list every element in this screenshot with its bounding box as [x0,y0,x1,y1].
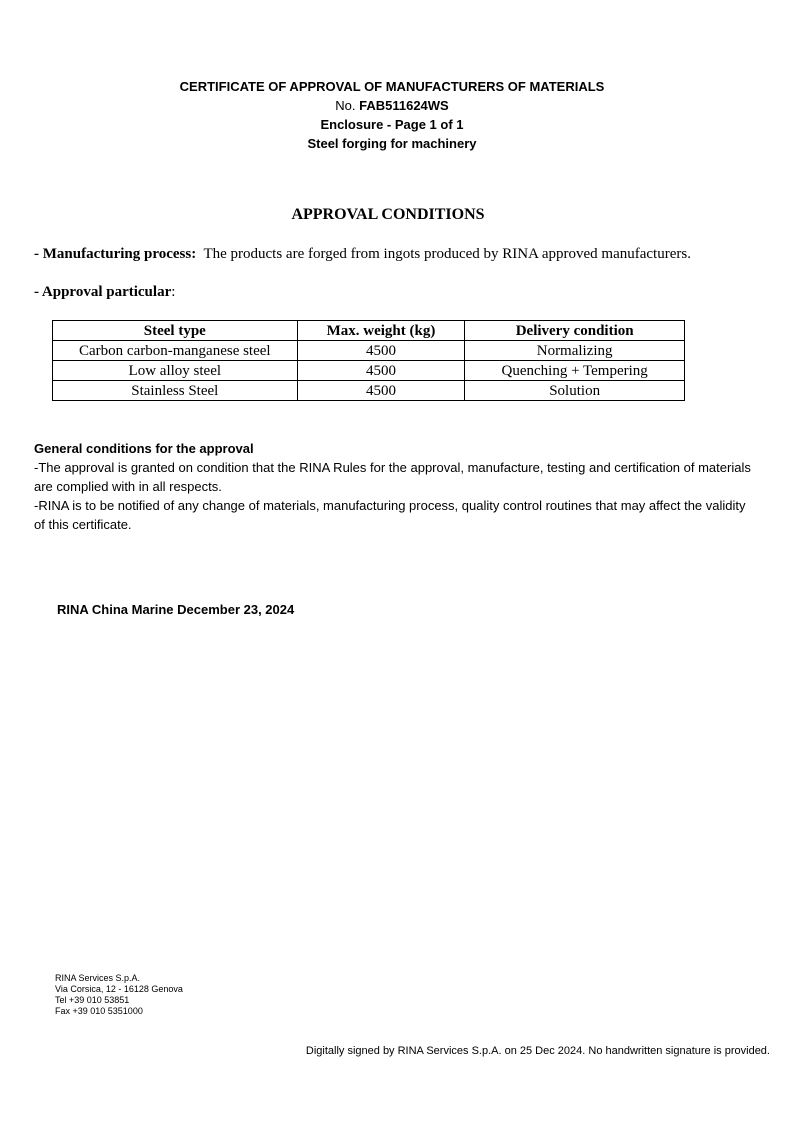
approval-table [52,320,685,401]
manufacturing-process-label: - Manufacturing process: [34,246,197,262]
cell-delivery-condition: Quenching + Tempering [465,361,685,381]
cell-delivery-condition: Normalizing [465,341,685,361]
certificate-number-line [0,96,784,115]
manufacturing-process [34,246,691,263]
certificate-number-prefix: No. [335,98,356,113]
address-fax: Fax +39 010 5351000 [55,1006,143,1016]
column-header-steel-type: Steel type [53,321,298,341]
cell-delivery-condition: Solution [465,381,685,401]
issuer-and-date: RINA China Marine December 23, 2024 [57,602,295,617]
cell-steel-type: Carbon carbon-manganese steel [53,341,298,361]
cell-max-weight: 4500 [297,381,465,401]
company-address [55,973,183,1017]
column-header-delivery-condition: Delivery condition [465,321,685,341]
cell-max-weight: 4500 [297,361,465,381]
cell-max-weight: 4500 [297,341,465,361]
approval-conditions-heading: APPROVAL CONDITIONS [291,206,485,223]
general-condition-2: -RINA is to be notified of any change of materials, manufacturing process, quality control routines that may affect the validity of this certificate. [34,498,746,532]
approval-particular-colon: : [171,284,176,300]
approval-particular [34,284,175,301]
table-row [53,381,685,401]
address-street: Via Corsica, 12 - 16128 Genova [55,984,183,994]
certificate-title: CERTIFICATE OF APPROVAL OF MANUFACTURERS OF MATERIALS [179,79,605,94]
certificate-number: FAB511624WS [359,98,449,113]
general-conditions [34,439,754,534]
approval-particular-label: - Approval particular [34,284,172,300]
cell-steel-type: Stainless Steel [53,381,298,401]
enclosure-page: Enclosure - Page 1 of 1 [320,117,464,132]
column-header-max-weight: Max. weight (kg) [297,321,465,341]
address-company: RINA Services S.p.A. [55,973,141,983]
digital-signature-note: Digitally signed by RINA Services S.p.A. on 25 Dec 2024. No handwritten signature is provided. [305,1045,770,1057]
address-tel: Tel +39 010 53851 [55,995,130,1005]
table-header-row [53,321,685,341]
certificate-header [0,77,784,153]
certificate-subject: Steel forging for machinery [307,136,477,151]
general-conditions-title: General conditions for the approval [34,441,254,456]
manufacturing-process-text: The products are forged from ingots produced by RINA approved manufacturers. [203,246,691,262]
table-row [53,361,685,381]
cell-steel-type: Low alloy steel [53,361,298,381]
general-condition-1: -The approval is granted on condition that the RINA Rules for the approval, manufacture, testing and certification of materials are complied with in all respects. [34,460,751,494]
table-row [53,341,685,361]
